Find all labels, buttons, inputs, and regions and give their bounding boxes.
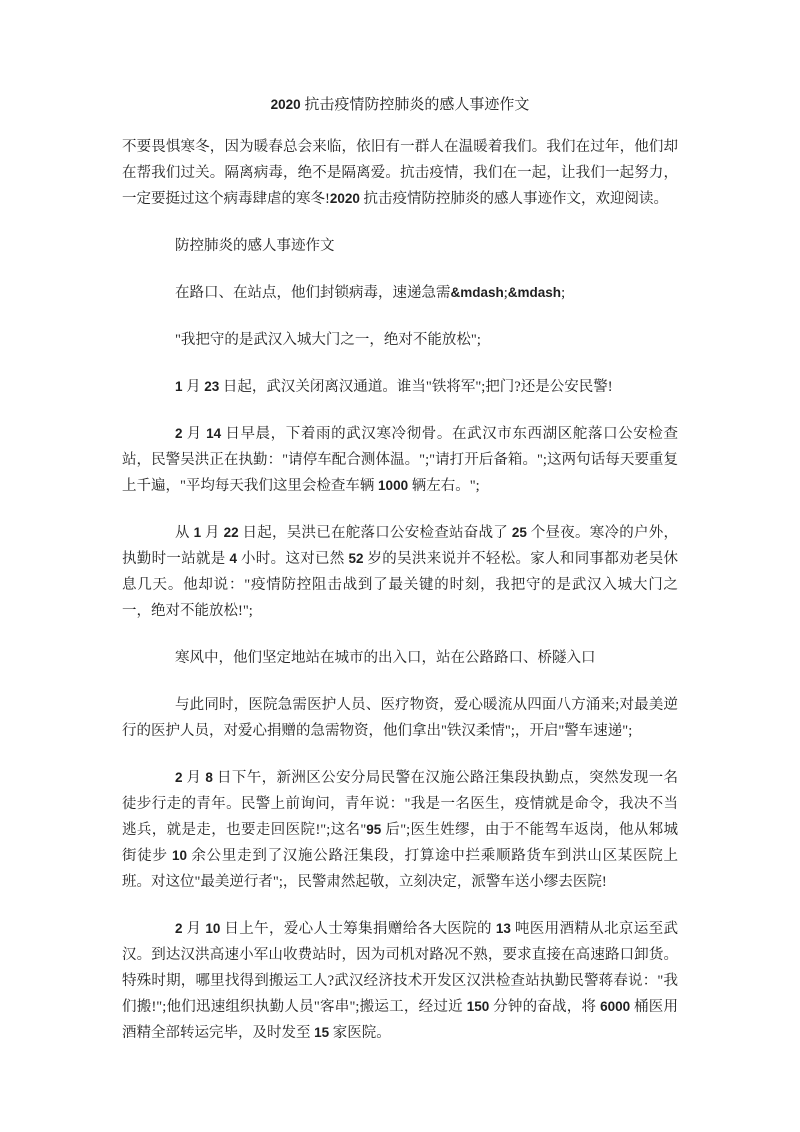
paragraph-6: 2 月 14 日早晨，下着雨的武汉寒冷彻骨。在武汉市东西湖区舵落口公安检查站，民警吴洪正在执勤："请停车配合测体温。";"请打开后备箱。";这两句话每天要重复上千遍，"平均每天我们这里会检查车辆 1000 辆左右。"; [122, 426, 679, 494]
paragraph-9: 与此同时，医院急需医护人员、医疗物资，爱心暖流从四面八方涌来;对最美逆行的医护人员，对爱心捐赠的急需物资，他们拿出"铁汉柔情";，开启"警车速递"; [122, 697, 678, 739]
paragraph-8: 寒风中，他们坚定地站在城市的出入口，站在公路路口、桥隧入口 [175, 650, 596, 666]
paragraph-5: 1 月 23 日起，武汉关闭离汉通道。谁当"铁将军";把门?还是公安民警! [175, 379, 613, 395]
paragraph-3: 在路口、在站点，他们封锁病毒，速递急需&mdash;&mdash; [175, 285, 566, 301]
paragraph-4: "我把守的是武汉入城大门之一，绝对不能放松"; [175, 332, 481, 348]
paragraph-11: 2 月 10 日上午，爱心人士筹集捐赠给各大医院的 13 吨医用酒精从北京运至武汉。到达汉洪高速小军山收费站时，因为司机对路况不熟，要求直接在高速路口卸货。特殊时期，哪里找得到搬运工人?武汉经济技术开发区汉洪检查站执勤民警蒋春说："我们搬!";他们迅速组织执勤人员"客串";搬运工，经过近 150 分钟的奋战，将 6000 桶医用酒精全部转运完毕，及时发至 15 家医院。 [122, 921, 679, 1041]
paragraph-7: 从 1 月 22 日起，吴洪已在舵落口公安检查站奋战了 25 个昼夜。寒冷的户外，执勤时一站就是 4 小时。这对已然 52 岁的吴洪来说并不轻松。家人和同事都劝老吴休息几天。他却说："疫情防控阻击战到了最关键的时刻，我把守的是武汉入城大门之一，绝对不能放松!"; [122, 525, 679, 619]
paragraph-subtitle: 防控肺炎的感人事迹作文 [175, 238, 335, 254]
paragraph-10: 2 月 8 日下午，新洲区公安分局民警在汉施公路汪集段执勤点，突然发现一名徒步行走的青年。民警上前询问，青年说："我是一名医生，疫情就是命令，我决不当逃兵，就是走，也要走回医院!";这名"95 后";医生姓缪，由于不能驾车返岗，他从邾城街徒步 10 余公里走到了汉施公路汪集段，打算途中拦乘顺路货车到洪山区某医院上班。对这位"最美逆行者";，民警肃然起敬，立刻决定，派警车送小缪去医院! [122, 770, 679, 890]
paragraph-intro: 不要畏惧寒冬，因为暖春总会来临，依旧有一群人在温暖着我们。我们在过年，他们却在帮我们过关。隔离病毒，绝不是隔离爱。抗击疫情，我们在一起，让我们一起努力，一定要挺过这个病毒肆虐的寒冬!2020 抗击疫情防控肺炎的感人事迹作文，欢迎阅读。 [122, 139, 678, 207]
document-title: 2020 抗击疫情防控肺炎的感人事迹作文 [270, 97, 530, 113]
